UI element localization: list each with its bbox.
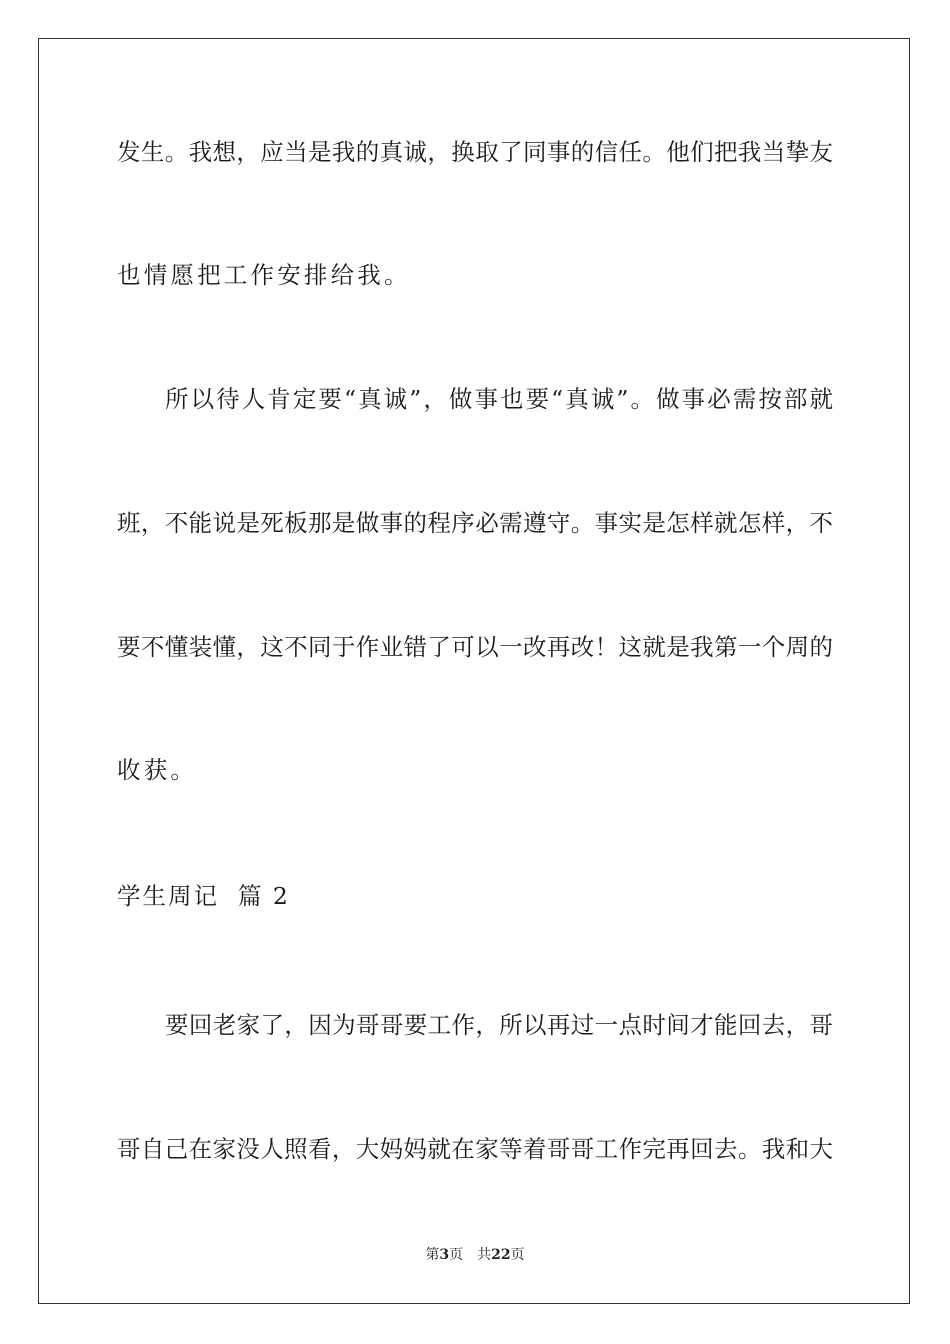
text-line: 班，不能说是死板那是做事的程序必需遵守。事实是怎样就怎样，不: [117, 509, 833, 537]
text-line: 要回老家了，因为哥哥要工作，所以再过一点时间才能回去，哥: [165, 1011, 833, 1039]
total-prefix: 共: [477, 1247, 492, 1263]
text-line: 哥自己在家没人照看，大妈妈就在家等着哥哥工作完再回去。我和大: [117, 1135, 833, 1163]
text-line: 所以待人肯定要“真诚”，做事也要“真诚”。做事必需按部就: [165, 385, 833, 413]
page-suffix: 页: [449, 1247, 464, 1263]
page-current: 3: [439, 1247, 450, 1263]
page-total: 22: [491, 1247, 511, 1263]
text-line: 收获。: [117, 756, 198, 784]
text-line: 也情愿把工作安排给我。: [117, 261, 411, 289]
page-footer: [0, 1246, 950, 1264]
page-prefix: 第: [425, 1247, 440, 1263]
section-heading: 学生周记 篇 2: [117, 882, 290, 910]
total-suffix: 页: [510, 1247, 525, 1263]
text-line: 发生。我想，应当是我的真诚，换取了同事的信任。他们把我当挚友: [117, 138, 833, 166]
page-border: [38, 38, 910, 1304]
text-line: 要不懂装懂，这不同于作业错了可以一改再改！这就是我第一个周的: [117, 633, 833, 661]
